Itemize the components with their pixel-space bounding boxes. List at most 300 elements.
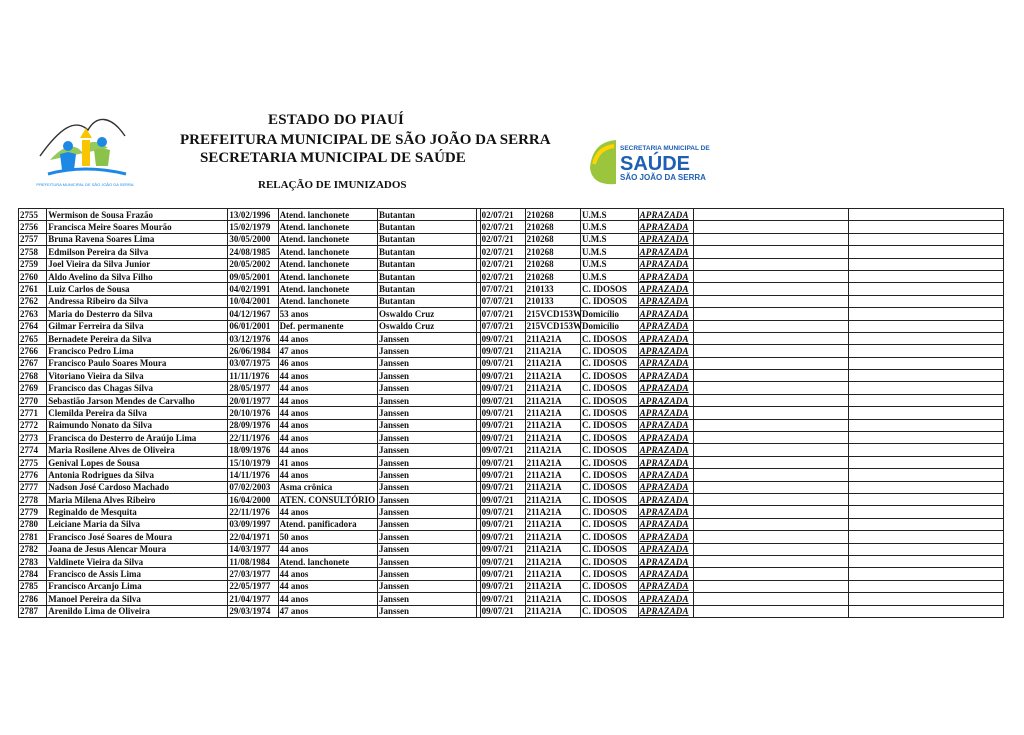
svg-text:SÃO JOÃO DA SERRA: SÃO JOÃO DA SERRA — [620, 173, 706, 182]
empty-cell — [848, 308, 1003, 320]
empty-cell — [848, 407, 1003, 419]
vaccine-maker: Janssen — [378, 493, 477, 505]
birth-date: 04/02/1991 — [228, 283, 278, 295]
row-number: 2761 — [19, 283, 47, 295]
priority-group: 44 anos — [278, 419, 377, 431]
vaccine-lot: 211A21A — [525, 531, 580, 543]
table-row — [19, 419, 1004, 431]
application-date: 09/07/21 — [480, 580, 525, 592]
application-date: 09/07/21 — [480, 506, 525, 518]
status-badge: APRAZADA — [638, 320, 693, 332]
birth-date: 28/09/1976 — [228, 419, 278, 431]
vaccine-maker: Janssen — [378, 407, 477, 419]
vaccination-place: C. IDOSOS — [581, 432, 639, 444]
person-name: Francisco Arcanjo Lima — [47, 580, 228, 592]
empty-cell — [848, 419, 1003, 431]
priority-group: ATEN. CONSULTÓRIO — [278, 493, 377, 505]
birth-date: 15/10/1979 — [228, 456, 278, 468]
person-name: Joel Vieira da Silva Junior — [47, 258, 228, 270]
relacao-title: RELAÇÃO DE IMUNIZADOS — [258, 179, 407, 191]
application-date: 09/07/21 — [480, 593, 525, 605]
table-row — [19, 345, 1004, 357]
vaccine-lot: 210268 — [525, 258, 580, 270]
priority-group: Atend. lanchonete — [278, 209, 377, 221]
vaccine-lot: 211A21A — [525, 568, 580, 580]
priority-group: Atend. lanchonete — [278, 555, 377, 567]
table-row — [19, 246, 1004, 258]
vaccine-maker: Janssen — [378, 506, 477, 518]
status-badge: APRAZADA — [638, 419, 693, 431]
row-number: 2768 — [19, 370, 47, 382]
status-badge: APRAZADA — [638, 283, 693, 295]
priority-group: Atend. lanchonete — [278, 295, 377, 307]
row-number: 2765 — [19, 332, 47, 344]
application-date: 09/07/21 — [480, 332, 525, 344]
row-number: 2758 — [19, 246, 47, 258]
application-date: 09/07/21 — [480, 370, 525, 382]
birth-date: 30/05/2000 — [228, 233, 278, 245]
empty-cell — [694, 493, 849, 505]
vaccine-maker: Janssen — [378, 456, 477, 468]
prefeitura-title: PREFEITURA MUNICIPAL DE SÃO JOÃO DA SERRA — [180, 132, 551, 148]
status-badge: APRAZADA — [638, 246, 693, 258]
svg-text:PREFEITURA MUNICIPAL DE SÃO JO: PREFEITURA MUNICIPAL DE SÃO JOÃO DA SERRA — [36, 182, 134, 187]
empty-cell — [694, 444, 849, 456]
vaccine-maker: Butantan — [378, 295, 477, 307]
person-name: Francisco José Soares de Moura — [47, 531, 228, 543]
application-date: 09/07/21 — [480, 605, 525, 617]
priority-group: 53 anos — [278, 308, 377, 320]
empty-cell — [848, 580, 1003, 592]
priority-group: 44 anos — [278, 382, 377, 394]
table-row — [19, 295, 1004, 307]
person-name: Gilmar Ferreira da Silva — [47, 320, 228, 332]
empty-cell — [848, 531, 1003, 543]
empty-cell — [694, 432, 849, 444]
birth-date: 14/03/1977 — [228, 543, 278, 555]
vaccine-lot: 211A21A — [525, 382, 580, 394]
priority-group: 44 anos — [278, 568, 377, 580]
vaccine-maker: Janssen — [378, 382, 477, 394]
vaccination-place: C. IDOSOS — [581, 518, 639, 530]
state-title: ESTADO DO PIAUÍ — [268, 112, 405, 128]
status-badge: APRAZADA — [638, 382, 693, 394]
row-number: 2760 — [19, 270, 47, 282]
row-number: 2759 — [19, 258, 47, 270]
birth-date: 10/04/2001 — [228, 295, 278, 307]
person-name: Sebastião Jarson Mendes de Carvalho — [47, 394, 228, 406]
person-name: Maria do Desterro da Silva — [47, 308, 228, 320]
table-row — [19, 469, 1004, 481]
empty-cell — [848, 221, 1003, 233]
vaccine-lot: 211A21A — [525, 407, 580, 419]
vaccine-lot: 211A21A — [525, 332, 580, 344]
vaccine-maker: Janssen — [378, 531, 477, 543]
row-number: 2762 — [19, 295, 47, 307]
vaccine-lot: 211A21A — [525, 394, 580, 406]
row-number: 2755 — [19, 209, 47, 221]
empty-cell — [848, 432, 1003, 444]
vaccination-place: C. IDOSOS — [581, 283, 639, 295]
table-row — [19, 493, 1004, 505]
vaccine-lot: 210268 — [525, 246, 580, 258]
priority-group: Atend. lanchonete — [278, 221, 377, 233]
birth-date: 28/05/1977 — [228, 382, 278, 394]
table-row — [19, 308, 1004, 320]
status-badge: APRAZADA — [638, 407, 693, 419]
person-name: Joana de Jesus Alencar Moura — [47, 543, 228, 555]
row-number: 2772 — [19, 419, 47, 431]
application-date: 02/07/21 — [480, 270, 525, 282]
application-date: 02/07/21 — [480, 246, 525, 258]
empty-cell — [694, 580, 849, 592]
vaccine-maker: Butantan — [378, 246, 477, 258]
status-badge: APRAZADA — [638, 332, 693, 344]
status-badge: APRAZADA — [638, 345, 693, 357]
status-badge: APRAZADA — [638, 518, 693, 530]
row-number: 2779 — [19, 506, 47, 518]
table-row — [19, 394, 1004, 406]
vaccination-place: C. IDOSOS — [581, 605, 639, 617]
priority-group: Atend. lanchonete — [278, 283, 377, 295]
application-date: 09/07/21 — [480, 518, 525, 530]
vaccine-maker: Janssen — [378, 518, 477, 530]
empty-cell — [848, 518, 1003, 530]
vaccine-lot: 210268 — [525, 209, 580, 221]
empty-cell — [694, 394, 849, 406]
empty-cell — [848, 543, 1003, 555]
vaccination-place: C. IDOSOS — [581, 493, 639, 505]
birth-date: 20/05/2002 — [228, 258, 278, 270]
priority-group: 44 anos — [278, 543, 377, 555]
vaccine-maker: Oswaldo Cruz — [378, 320, 477, 332]
person-name: Bruna Ravena Soares Lima — [47, 233, 228, 245]
vaccine-lot: 211A21A — [525, 506, 580, 518]
birth-date: 15/02/1979 — [228, 221, 278, 233]
status-badge: APRAZADA — [638, 308, 693, 320]
table-row — [19, 209, 1004, 221]
vaccine-lot: 211A21A — [525, 432, 580, 444]
vaccine-lot: 211A21A — [525, 518, 580, 530]
table-row — [19, 332, 1004, 344]
application-date: 09/07/21 — [480, 432, 525, 444]
birth-date: 03/07/1975 — [228, 357, 278, 369]
row-number: 2770 — [19, 394, 47, 406]
table-row — [19, 283, 1004, 295]
empty-cell — [694, 481, 849, 493]
empty-cell — [694, 258, 849, 270]
table-row — [19, 258, 1004, 270]
priority-group: 41 anos — [278, 456, 377, 468]
person-name: Genival Lopes de Sousa — [47, 456, 228, 468]
birth-date: 22/05/1977 — [228, 580, 278, 592]
vaccination-place: C. IDOSOS — [581, 481, 639, 493]
secretaria-title: SECRETARIA MUNICIPAL DE SAÚDE — [200, 150, 466, 166]
vaccine-maker: Janssen — [378, 432, 477, 444]
priority-group: Atend. lanchonete — [278, 258, 377, 270]
vaccination-place: C. IDOSOS — [581, 580, 639, 592]
vaccination-place: U.M.S — [581, 221, 639, 233]
person-name: Bernadete Pereira da Silva — [47, 332, 228, 344]
empty-cell — [848, 258, 1003, 270]
vaccine-maker: Butantan — [378, 283, 477, 295]
table-row — [19, 518, 1004, 530]
vaccination-place: C. IDOSOS — [581, 555, 639, 567]
table-row — [19, 320, 1004, 332]
table-row — [19, 506, 1004, 518]
row-number: 2780 — [19, 518, 47, 530]
vaccine-lot: 211A21A — [525, 543, 580, 555]
application-date: 09/07/21 — [480, 456, 525, 468]
empty-cell — [694, 456, 849, 468]
application-date: 09/07/21 — [480, 419, 525, 431]
row-number: 2763 — [19, 308, 47, 320]
vaccine-maker: Butantan — [378, 233, 477, 245]
table-row — [19, 593, 1004, 605]
application-date: 09/07/21 — [480, 531, 525, 543]
immunized-table — [18, 208, 1004, 618]
application-date: 09/07/21 — [480, 481, 525, 493]
empty-cell — [848, 493, 1003, 505]
person-name: Wermison de Sousa Frazão — [47, 209, 228, 221]
birth-date: 20/10/1976 — [228, 407, 278, 419]
priority-group: Atend. lanchonete — [278, 270, 377, 282]
priority-group: 44 anos — [278, 593, 377, 605]
status-badge: APRAZADA — [638, 456, 693, 468]
status-badge: APRAZADA — [638, 258, 693, 270]
vaccination-place: Domicílio — [581, 308, 639, 320]
vaccine-lot: 210268 — [525, 233, 580, 245]
table-row — [19, 357, 1004, 369]
row-number: 2767 — [19, 357, 47, 369]
birth-date: 29/03/1974 — [228, 605, 278, 617]
status-badge: APRAZADA — [638, 233, 693, 245]
birth-date: 27/03/1977 — [228, 568, 278, 580]
vaccination-place: C. IDOSOS — [581, 531, 639, 543]
row-number: 2782 — [19, 543, 47, 555]
priority-group: 44 anos — [278, 444, 377, 456]
vaccine-lot: 211A21A — [525, 593, 580, 605]
empty-cell — [694, 320, 849, 332]
empty-cell — [694, 469, 849, 481]
birth-date: 21/04/1977 — [228, 593, 278, 605]
row-number: 2783 — [19, 555, 47, 567]
priority-group: 44 anos — [278, 394, 377, 406]
birth-date: 24/08/1985 — [228, 246, 278, 258]
row-number: 2756 — [19, 221, 47, 233]
row-number: 2769 — [19, 382, 47, 394]
vaccine-maker: Janssen — [378, 481, 477, 493]
empty-cell — [848, 394, 1003, 406]
priority-group: Atend. lanchonete — [278, 246, 377, 258]
empty-cell — [848, 481, 1003, 493]
birth-date: 22/04/1971 — [228, 531, 278, 543]
empty-cell — [848, 295, 1003, 307]
empty-cell — [694, 246, 849, 258]
vaccination-place: C. IDOSOS — [581, 444, 639, 456]
vaccination-place: C. IDOSOS — [581, 295, 639, 307]
status-badge: APRAZADA — [638, 555, 693, 567]
vaccine-maker: Janssen — [378, 444, 477, 456]
person-name: Arenildo Lima de Oliveira — [47, 605, 228, 617]
birth-date: 09/05/2001 — [228, 270, 278, 282]
vaccine-maker: Butantan — [378, 258, 477, 270]
priority-group: 44 anos — [278, 506, 377, 518]
person-name: Clemilda Pereira da Silva — [47, 407, 228, 419]
row-number: 2778 — [19, 493, 47, 505]
document-header — [0, 0, 1024, 205]
vaccination-place: C. IDOSOS — [581, 382, 639, 394]
vaccine-lot: 210268 — [525, 221, 580, 233]
row-number: 2781 — [19, 531, 47, 543]
row-number: 2757 — [19, 233, 47, 245]
empty-cell — [848, 444, 1003, 456]
empty-cell — [694, 593, 849, 605]
empty-cell — [694, 419, 849, 431]
person-name: Andressa Ribeiro da Silva — [47, 295, 228, 307]
table-row — [19, 270, 1004, 282]
application-date: 09/07/21 — [480, 555, 525, 567]
vaccine-maker: Butantan — [378, 270, 477, 282]
vaccine-maker: Janssen — [378, 593, 477, 605]
row-number: 2766 — [19, 345, 47, 357]
priority-group: 47 anos — [278, 345, 377, 357]
empty-cell — [848, 246, 1003, 258]
status-badge: APRAZADA — [638, 568, 693, 580]
person-name: Francisca Meire Soares Mourão — [47, 221, 228, 233]
vaccine-lot: 211A21A — [525, 481, 580, 493]
birth-date: 16/04/2000 — [228, 493, 278, 505]
status-badge: APRAZADA — [638, 469, 693, 481]
empty-cell — [694, 308, 849, 320]
vaccine-lot: 211A21A — [525, 580, 580, 592]
prefeitura-logo-icon — [30, 108, 140, 190]
person-name: Francisco Paulo Soares Moura — [47, 357, 228, 369]
table-row — [19, 432, 1004, 444]
vaccination-place: U.M.S — [581, 209, 639, 221]
row-number: 2784 — [19, 568, 47, 580]
priority-group: 44 anos — [278, 332, 377, 344]
empty-cell — [694, 506, 849, 518]
status-badge: APRAZADA — [638, 580, 693, 592]
vaccine-maker: Butantan — [378, 209, 477, 221]
vaccine-maker: Oswaldo Cruz — [378, 308, 477, 320]
vaccine-lot: 211A21A — [525, 469, 580, 481]
vaccination-place: C. IDOSOS — [581, 407, 639, 419]
birth-date: 06/01/2001 — [228, 320, 278, 332]
vaccine-maker: Janssen — [378, 419, 477, 431]
birth-date: 22/11/1976 — [228, 506, 278, 518]
priority-group: Def. permanente — [278, 320, 377, 332]
vaccination-place: C. IDOSOS — [581, 332, 639, 344]
priority-group: 46 anos — [278, 357, 377, 369]
status-badge: APRAZADA — [638, 506, 693, 518]
status-badge: APRAZADA — [638, 209, 693, 221]
vaccine-maker: Janssen — [378, 580, 477, 592]
person-name: Francisco de Assis Lima — [47, 568, 228, 580]
application-date: 02/07/21 — [480, 258, 525, 270]
person-name: Edmilson Pereira da Silva — [47, 246, 228, 258]
empty-cell — [848, 593, 1003, 605]
empty-cell — [694, 543, 849, 555]
birth-date: 11/08/1984 — [228, 555, 278, 567]
application-date: 09/07/21 — [480, 394, 525, 406]
vaccine-maker: Janssen — [378, 469, 477, 481]
birth-date: 14/11/1976 — [228, 469, 278, 481]
vaccine-lot: 211A21A — [525, 493, 580, 505]
empty-cell — [848, 320, 1003, 332]
priority-group: Atend. panificadora — [278, 518, 377, 530]
application-date: 02/07/21 — [480, 209, 525, 221]
person-name: Valdinete Vieira da Silva — [47, 555, 228, 567]
empty-cell — [848, 233, 1003, 245]
vaccine-maker: Janssen — [378, 394, 477, 406]
application-date: 09/07/21 — [480, 407, 525, 419]
person-name: Leiciane Maria da Silva — [47, 518, 228, 530]
vaccine-lot: 210133 — [525, 295, 580, 307]
table-row — [19, 233, 1004, 245]
status-badge: APRAZADA — [638, 543, 693, 555]
vaccination-place: U.M.S — [581, 246, 639, 258]
empty-cell — [848, 506, 1003, 518]
table-row — [19, 543, 1004, 555]
empty-cell — [848, 605, 1003, 617]
status-badge: APRAZADA — [638, 357, 693, 369]
person-name: Maria Milena Alves Ribeiro — [47, 493, 228, 505]
status-badge: APRAZADA — [638, 481, 693, 493]
application-date: 07/07/21 — [480, 283, 525, 295]
vaccine-lot: 210133 — [525, 283, 580, 295]
empty-cell — [848, 332, 1003, 344]
empty-cell — [694, 270, 849, 282]
empty-cell — [694, 382, 849, 394]
table-row — [19, 370, 1004, 382]
table-row — [19, 568, 1004, 580]
vaccination-place: C. IDOSOS — [581, 543, 639, 555]
priority-group: Atend. lanchonete — [278, 233, 377, 245]
table-row — [19, 407, 1004, 419]
vaccine-maker: Butantan — [378, 221, 477, 233]
empty-cell — [848, 357, 1003, 369]
vaccine-lot: 211A21A — [525, 357, 580, 369]
empty-cell — [694, 209, 849, 221]
empty-cell — [848, 370, 1003, 382]
person-name: Francisca do Desterro de Araújo Lima — [47, 432, 228, 444]
priority-group: 47 anos — [278, 605, 377, 617]
person-name: Aldo Avelino da Silva Filho — [47, 270, 228, 282]
svg-text:SECRETARIA MUNICIPAL DE: SECRETARIA MUNICIPAL DE — [620, 145, 710, 152]
person-name: Vitoriano Vieira da Silva — [47, 370, 228, 382]
vaccine-lot: 210268 — [525, 270, 580, 282]
vaccination-place: U.M.S — [581, 233, 639, 245]
priority-group: 44 anos — [278, 469, 377, 481]
empty-cell — [694, 332, 849, 344]
row-number: 2776 — [19, 469, 47, 481]
empty-cell — [848, 469, 1003, 481]
birth-date: 26/06/1984 — [228, 345, 278, 357]
empty-cell — [694, 283, 849, 295]
vaccination-place: C. IDOSOS — [581, 345, 639, 357]
application-date: 07/07/21 — [480, 295, 525, 307]
status-badge: APRAZADA — [638, 370, 693, 382]
table-row — [19, 531, 1004, 543]
empty-cell — [848, 345, 1003, 357]
status-badge: APRAZADA — [638, 295, 693, 307]
secretaria-saude-logo-icon — [586, 134, 710, 194]
person-name: Antonia Rodrigues da Silva — [47, 469, 228, 481]
empty-cell — [694, 370, 849, 382]
priority-group: 44 anos — [278, 432, 377, 444]
